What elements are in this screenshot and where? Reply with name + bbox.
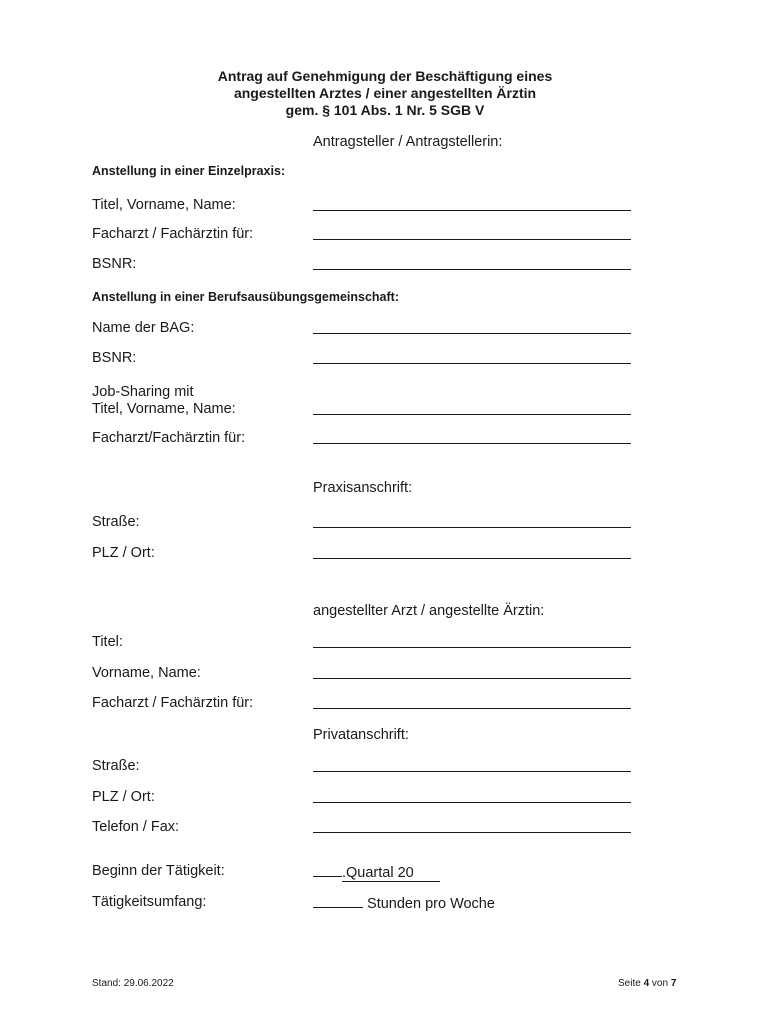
employee-header: angestellter Arzt / angestellte Ärztin:: [313, 603, 545, 619]
employee-facharzt-label: Facharzt / Fachärztin für:: [92, 695, 254, 711]
bag-bsnr-label: BSNR:: [92, 350, 137, 366]
stunden-blank[interactable]: [313, 893, 363, 908]
einzelpraxis-facharzt-field[interactable]: [313, 239, 631, 240]
footer-total: 7: [670, 978, 677, 989]
stunden-text: Stunden pro Woche: [367, 896, 495, 912]
employee-name-field[interactable]: [313, 678, 631, 679]
privat-plz-field[interactable]: [313, 802, 631, 803]
einzelpraxis-bsnr-label: BSNR:: [92, 256, 137, 272]
footer-seite-label: Seite: [618, 978, 641, 989]
bag-facharzt-field[interactable]: [313, 443, 631, 444]
privat-header: Privatanschrift:: [313, 727, 409, 743]
title-line-1: Antrag auf Genehmigung der Beschäftigung eines: [217, 68, 553, 84]
employee-name-label: Vorname, Name:: [92, 665, 201, 681]
praxis-strasse-label: Straße:: [92, 514, 140, 530]
einzelpraxis-name-label: Titel, Vorname, Name:: [92, 197, 236, 213]
bag-name-label: Name der BAG:: [92, 320, 195, 336]
privat-telefon-field[interactable]: [313, 832, 631, 833]
bag-bsnr-field[interactable]: [313, 363, 631, 364]
einzelpraxis-bsnr-field[interactable]: [313, 269, 631, 270]
praxis-strasse-field[interactable]: [313, 527, 631, 528]
privat-strasse-label: Straße:: [92, 758, 140, 774]
privat-strasse-field[interactable]: [313, 771, 631, 772]
footer-von-label: von: [651, 978, 669, 989]
praxis-header: Praxisanschrift:: [313, 480, 413, 496]
bag-heading: Anstellung in einer Berufsausübungsgemeinschaft:: [92, 290, 399, 304]
form-title: [0, 68, 770, 119]
footer-page-number: [618, 978, 676, 989]
employee-facharzt-field[interactable]: [313, 708, 631, 709]
einzelpraxis-facharzt-label: Facharzt / Fachärztin für:: [92, 226, 254, 242]
quartal-text: .Quartal 20: [342, 865, 440, 882]
praxis-plz-field[interactable]: [313, 558, 631, 559]
bag-facharzt-label: Facharzt/Fachärztin für:: [92, 430, 246, 446]
einzelpraxis-heading: Anstellung in einer Einzelpraxis:: [92, 164, 286, 178]
umfang-stunden: [313, 893, 495, 912]
bag-jobsharing-label-1: Job-Sharing mit: [92, 384, 194, 400]
employee-titel-field[interactable]: [313, 647, 631, 648]
footer-page: 4: [643, 978, 650, 989]
employee-titel-label: Titel:: [92, 634, 123, 650]
praxis-plz-label: PLZ / Ort:: [92, 545, 155, 561]
applicant-header: Antragsteller / Antragstellerin:: [313, 134, 503, 150]
privat-plz-label: PLZ / Ort:: [92, 789, 155, 805]
bag-jobsharing-label-2: Titel, Vorname, Name:: [92, 401, 236, 417]
beginn-label: Beginn der Tätigkeit:: [92, 863, 225, 879]
quartal-blank[interactable]: [313, 862, 342, 877]
title-line-2: angestellten Arztes / einer angestellten Ärztin: [233, 85, 537, 101]
title-line-3: gem. § 101 Abs. 1 Nr. 5 SGB V: [285, 102, 485, 118]
beginn-quartal: [313, 862, 440, 881]
umfang-label: Tätigkeitsumfang:: [92, 894, 207, 910]
bag-jobsharing-field[interactable]: [313, 414, 631, 415]
footer-stand: Stand: 29.06.2022: [92, 978, 174, 989]
privat-telefon-label: Telefon / Fax:: [92, 819, 180, 835]
einzelpraxis-name-field[interactable]: [313, 210, 631, 211]
bag-name-field[interactable]: [313, 333, 631, 334]
